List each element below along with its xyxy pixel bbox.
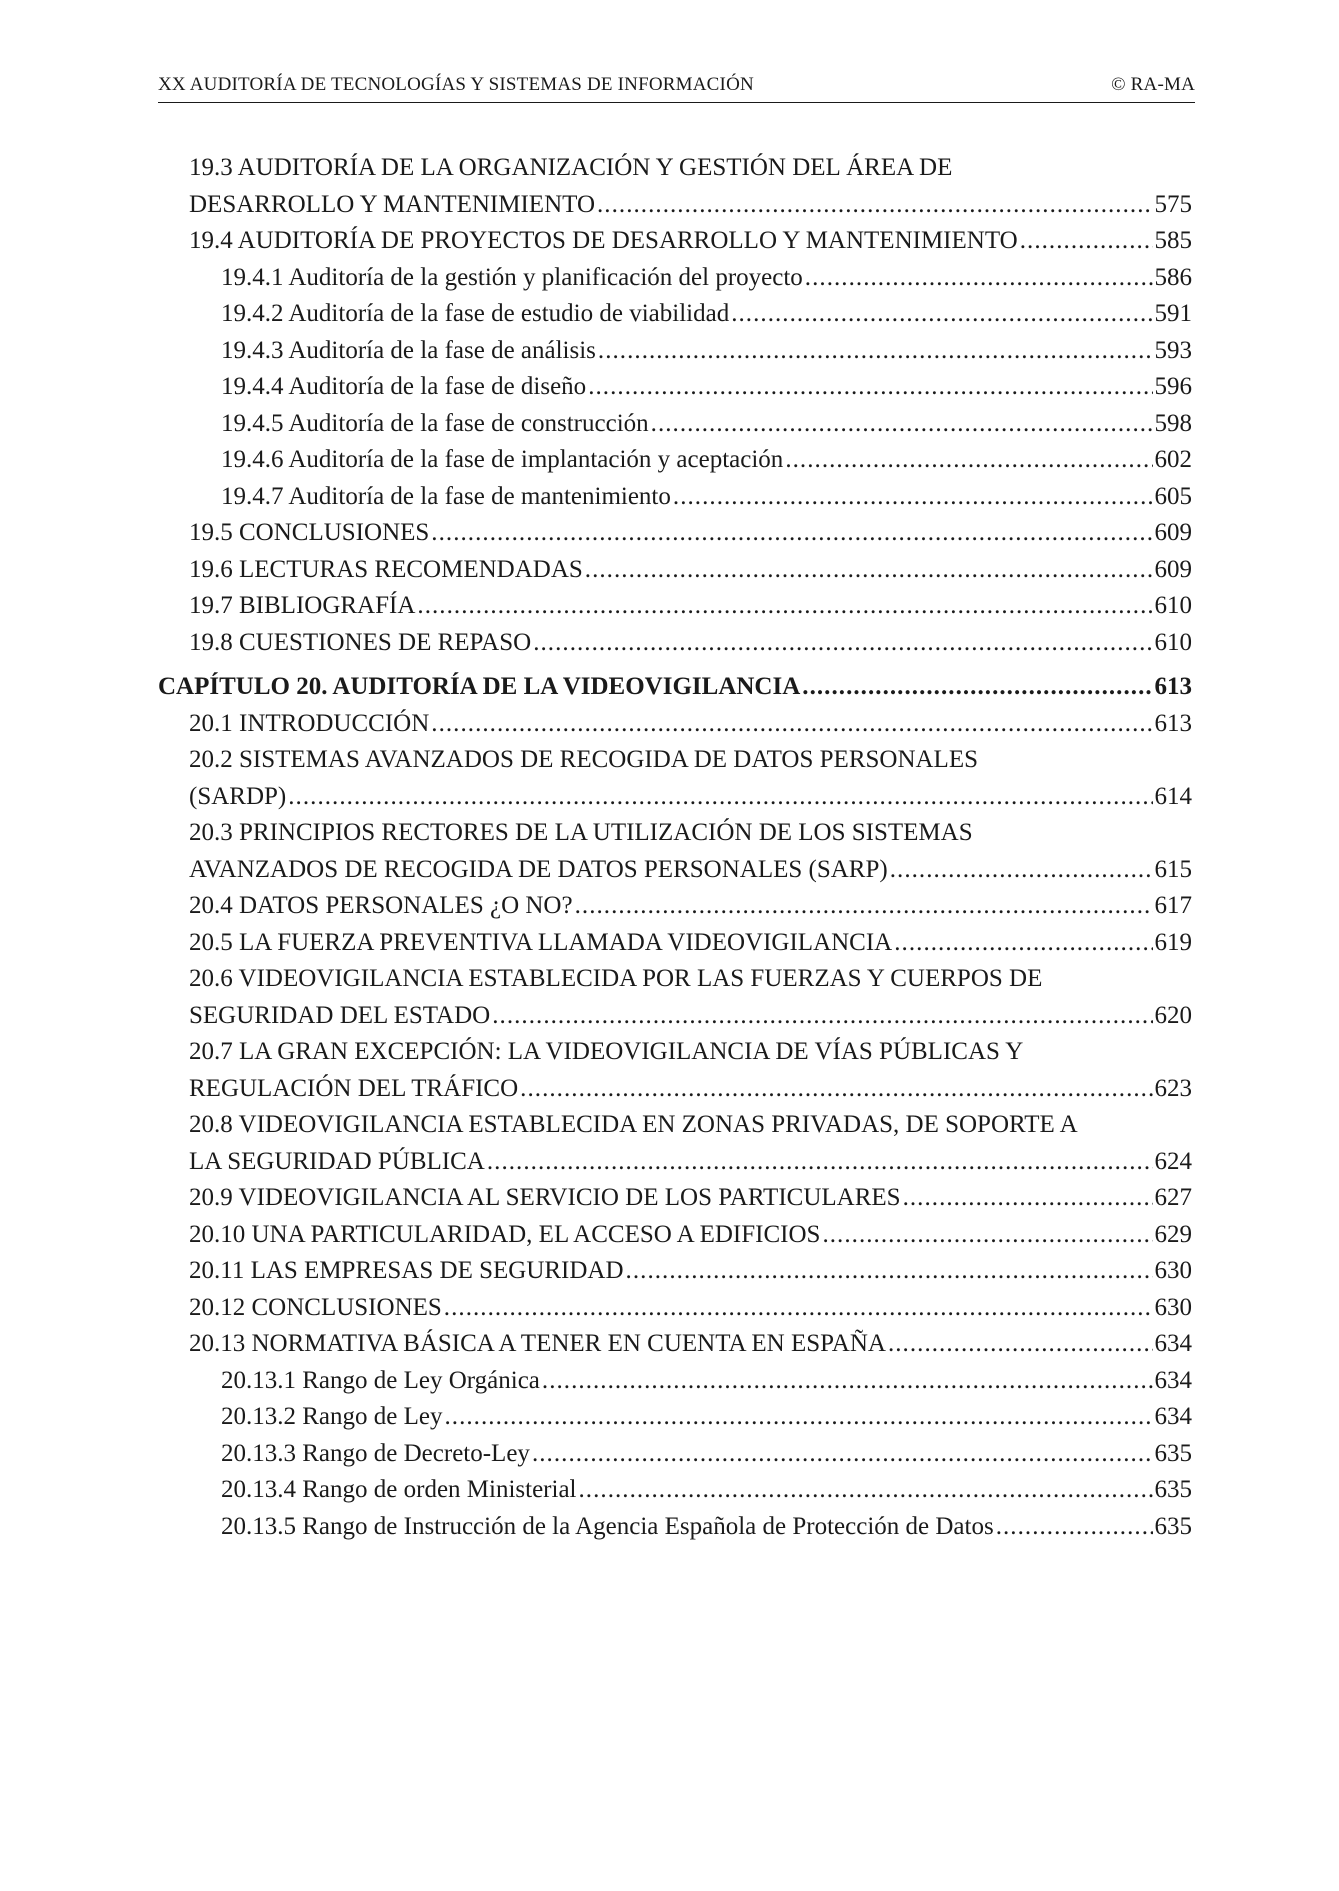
- dot-leader: [533, 625, 1152, 662]
- toc-entry-page-number: 629: [1154, 1220, 1192, 1248]
- toc-entry-line: [189, 625, 1192, 662]
- toc-entry-page-number: 609: [1154, 519, 1192, 546]
- toc-entry-title: 20.10 UNA PARTICULARIDAD, EL ACCESO A EDIFICIOS: [189, 1220, 821, 1248]
- dot-leader: [888, 1326, 1153, 1363]
- toc-entry-line: [189, 588, 1192, 625]
- toc-entry-line: [221, 333, 1192, 370]
- toc-entry-title-line: 20.3 PRINCIPIOS RECTORES DE LA UTILIZACIÓN DE LOS SISTEMAS: [189, 819, 973, 846]
- toc-entry-title-line: 19.3 AUDITORÍA DE LA ORGANIZACIÓN Y GESTIÓN DEL ÁREA DE: [189, 154, 953, 181]
- toc-subsection-entry[interactable]: [158, 1436, 1192, 1473]
- toc-section-entry[interactable]: [158, 1253, 1192, 1290]
- toc-entry-title: 19.8 CUESTIONES DE REPASO: [189, 628, 532, 656]
- toc-entry-line: [189, 888, 1192, 925]
- toc-entry-line: [189, 1144, 1192, 1181]
- dot-leader: [520, 1071, 1152, 1108]
- toc-section-entry[interactable]: [158, 588, 1192, 625]
- toc-section-entry[interactable]: [158, 552, 1192, 589]
- toc-entry-page-number: 609: [1154, 555, 1192, 583]
- toc-entry-title: 20.13 NORMATIVA BÁSICA A TENER EN CUENTA EN ESPAÑA: [189, 1330, 886, 1357]
- toc-entry-line: [189, 1290, 1192, 1327]
- toc-entry-title: 19.4.7 Auditoría de la fase de mantenimiento: [221, 482, 671, 510]
- dot-leader: [673, 479, 1153, 516]
- dot-leader: [626, 1253, 1153, 1290]
- toc-entry-title: 20.13.3 Rango de Decreto-Ley: [221, 1439, 530, 1467]
- toc-chapter-entry[interactable]: [158, 669, 1192, 706]
- toc-section-entry[interactable]: [158, 961, 1192, 1034]
- dot-leader: [288, 779, 1152, 816]
- toc-entry-line: [189, 706, 1192, 743]
- toc-entry-page-number: 634: [1154, 1403, 1192, 1430]
- toc-entry-page-number: 614: [1154, 782, 1192, 810]
- toc-entry-page-number: 613: [1154, 709, 1192, 737]
- toc-section-entry[interactable]: [158, 888, 1192, 925]
- toc-entry-title: 20.4 DATOS PERSONALES ¿O NO?: [189, 892, 573, 919]
- toc-entry-line: [189, 1071, 1192, 1108]
- toc-entry-line: [189, 515, 1192, 552]
- toc-entry-title: 19.4.4 Auditoría de la fase de diseño: [221, 373, 587, 400]
- toc-entry-page-number: 630: [1154, 1257, 1192, 1284]
- toc-entry-line: [189, 1180, 1192, 1217]
- dot-leader: [575, 888, 1153, 925]
- toc-entry-title: 19.7 BIBLIOGRAFÍA: [189, 592, 416, 619]
- toc-entry-page-number: 591: [1154, 300, 1192, 327]
- toc-entry-line: [221, 1509, 1192, 1546]
- toc-section-entry[interactable]: [158, 515, 1192, 552]
- toc-entry-title: DESARROLLO Y MANTENIMIENTO: [189, 190, 595, 218]
- toc-entry-line: [221, 406, 1192, 443]
- toc-subsection-entry[interactable]: [158, 1363, 1192, 1400]
- toc-entry-title-line: 20.7 LA GRAN EXCEPCIÓN: LA VIDEOVIGILANCIA DE VÍAS PÚBLICAS Y: [189, 1038, 1024, 1065]
- toc-subsection-entry[interactable]: [158, 333, 1192, 370]
- toc-entry-title: AVANZADOS DE RECOGIDA DE DATOS PERSONALES (SARP): [189, 855, 888, 883]
- dot-leader: [822, 1217, 1152, 1254]
- dot-leader: [417, 588, 1152, 625]
- dot-leader: [802, 669, 1152, 706]
- toc-entry-page-number: 613: [1154, 673, 1192, 700]
- toc-entry-page-number: 634: [1154, 1330, 1192, 1357]
- toc-subsection-entry[interactable]: [158, 1472, 1192, 1509]
- toc-entry-title: 19.4.6 Auditoría de la fase de implantación y aceptación: [221, 446, 784, 473]
- dot-leader: [487, 1144, 1153, 1181]
- toc-subsection-entry[interactable]: [158, 296, 1192, 333]
- dot-leader: [996, 1509, 1153, 1546]
- running-header-title: XX AUDITORÍA DE TECNOLOGÍAS Y SISTEMAS DE INFORMACIÓN: [158, 74, 754, 95]
- toc-entry-title: 19.4.3 Auditoría de la fase de análisis: [221, 336, 596, 364]
- toc-entry-page-number: 617: [1154, 892, 1192, 919]
- dot-leader: [588, 369, 1152, 406]
- toc-entry-page-number: 623: [1154, 1074, 1192, 1102]
- toc-entry-page-number: 586: [1154, 263, 1192, 291]
- toc-entry-line: [189, 779, 1192, 816]
- dot-leader: [598, 333, 1153, 370]
- toc-entry-page-number: 634: [1154, 1366, 1192, 1394]
- toc-entry-page-number: 575: [1154, 190, 1192, 218]
- dot-leader: [585, 552, 1153, 589]
- toc-entry-line: [221, 1436, 1192, 1473]
- dot-leader: [444, 1290, 1153, 1327]
- toc-section-entry[interactable]: [158, 223, 1192, 260]
- toc-entry-page-number: 593: [1154, 336, 1192, 364]
- toc-entry-title: 20.13.2 Rango de Ley: [221, 1403, 443, 1430]
- toc-entry-title: CAPÍTULO 20. AUDITORÍA DE LA VIDEOVIGILANCIA: [158, 673, 801, 700]
- toc-section-entry[interactable]: [158, 1107, 1192, 1180]
- toc-entry-page-number: 610: [1154, 592, 1192, 619]
- toc-subsection-entry[interactable]: [158, 406, 1192, 443]
- toc-entry-page-number: 630: [1154, 1293, 1192, 1321]
- toc-entry-title: 20.12 CONCLUSIONES: [189, 1293, 442, 1321]
- toc-entry-title: 19.5 CONCLUSIONES: [189, 519, 430, 546]
- dot-leader: [542, 1363, 1153, 1400]
- toc-entry-page-number: 635: [1154, 1512, 1192, 1540]
- dot-leader: [431, 706, 1152, 743]
- dot-leader: [1020, 223, 1153, 260]
- dot-leader: [532, 1436, 1153, 1473]
- toc-entry-page-number: 635: [1154, 1439, 1192, 1467]
- toc-entry-title: 20.13.4 Rango de orden Ministerial: [221, 1476, 577, 1503]
- toc-entry-line: [189, 1217, 1192, 1254]
- toc-subsection-entry[interactable]: [158, 1399, 1192, 1436]
- toc-entry-title: 20.11 LAS EMPRESAS DE SEGURIDAD: [189, 1257, 624, 1284]
- toc-entry-page-number: 610: [1154, 628, 1192, 656]
- toc-entry-title: LA SEGURIDAD PÚBLICA: [189, 1147, 485, 1175]
- toc-entry-line: [221, 1472, 1192, 1509]
- toc-entry-line: [221, 1363, 1192, 1400]
- toc-entry-page-number: 620: [1154, 1001, 1192, 1029]
- dot-leader: [890, 852, 1153, 889]
- running-header-publisher: © RA-MA: [1111, 74, 1195, 95]
- toc-entry-title: 20.5 LA FUERZA PREVENTIVA LLAMADA VIDEOVIGILANCIA: [189, 928, 893, 956]
- toc-subsection-entry[interactable]: [158, 260, 1192, 297]
- toc-entry-title-line: 20.8 VIDEOVIGILANCIA ESTABLECIDA EN ZONAS PRIVADAS, DE SOPORTE A: [189, 1111, 1078, 1138]
- toc-entry-title: 19.4.2 Auditoría de la fase de estudio de viabilidad: [221, 300, 730, 327]
- dot-leader: [431, 515, 1152, 552]
- toc-entry-line: [221, 1399, 1192, 1436]
- dot-leader: [651, 406, 1153, 443]
- toc-entry-page-number: 624: [1154, 1147, 1192, 1175]
- toc-subsection-entry[interactable]: [158, 1509, 1192, 1546]
- dot-leader: [579, 1472, 1153, 1509]
- toc-entry-line: [221, 369, 1192, 406]
- toc-entry-line: [221, 296, 1192, 333]
- toc-entry-title: 20.13.1 Rango de Ley Orgánica: [221, 1366, 540, 1394]
- toc-section-entry[interactable]: [158, 706, 1192, 743]
- dot-leader: [731, 296, 1152, 333]
- toc-entry-title: 20.1 INTRODUCCIÓN: [189, 709, 430, 737]
- toc-section-entry[interactable]: [158, 1290, 1192, 1327]
- dot-leader: [597, 187, 1153, 224]
- toc-entry-title-line: 20.2 SISTEMAS AVANZADOS DE RECOGIDA DE DATOS PERSONALES: [189, 746, 979, 773]
- toc-entry-line: [189, 852, 1192, 889]
- toc-entry-line: [189, 187, 1192, 224]
- toc-entry-title-line: 20.6 VIDEOVIGILANCIA ESTABLECIDA POR LAS FUERZAS Y CUERPOS DE: [189, 965, 1043, 992]
- toc-entry-line: [189, 552, 1192, 589]
- toc-section-entry[interactable]: [158, 1217, 1192, 1254]
- toc-entry-line: [189, 925, 1192, 962]
- dot-leader: [894, 925, 1152, 962]
- dot-leader: [444, 1399, 1152, 1436]
- toc-subsection-entry[interactable]: [158, 479, 1192, 516]
- table-of-contents: [158, 150, 1192, 1545]
- toc-section-entry[interactable]: [158, 625, 1192, 662]
- toc-entry-page-number: 585: [1154, 227, 1192, 254]
- toc-section-entry[interactable]: [158, 1326, 1192, 1363]
- toc-entry-page-number: 615: [1154, 855, 1192, 883]
- toc-entry-page-number: 596: [1154, 373, 1192, 400]
- toc-entry-title: (SARDP): [189, 782, 287, 810]
- toc-entry-page-number: 635: [1154, 1476, 1192, 1503]
- toc-entry-page-number: 605: [1154, 482, 1192, 510]
- toc-entry-title: 19.4.5 Auditoría de la fase de construcción: [221, 409, 649, 437]
- toc-entry-line: [189, 1253, 1192, 1290]
- dot-leader: [903, 1180, 1153, 1217]
- toc-subsection-entry[interactable]: [158, 369, 1192, 406]
- toc-section-entry[interactable]: [158, 742, 1192, 815]
- toc-entry-title: 20.9 VIDEOVIGILANCIA AL SERVICIO DE LOS PARTICULARES: [189, 1184, 901, 1211]
- dot-leader: [805, 260, 1153, 297]
- toc-section-entry[interactable]: [158, 1034, 1192, 1107]
- toc-entry-page-number: 619: [1154, 928, 1192, 956]
- toc-section-entry[interactable]: [158, 1180, 1192, 1217]
- toc-entry-line: [189, 1326, 1192, 1363]
- toc-subsection-entry[interactable]: [158, 442, 1192, 479]
- toc-entry-title: 19.6 LECTURAS RECOMENDADAS: [189, 555, 583, 583]
- toc-entry-title: REGULACIÓN DEL TRÁFICO: [189, 1074, 519, 1102]
- toc-entry-page-number: 602: [1154, 446, 1192, 473]
- toc-entry-title: 19.4.1 Auditoría de la gestión y planificación del proyecto: [221, 263, 803, 291]
- toc-section-entry[interactable]: [158, 150, 1192, 223]
- toc-entry-title: 20.13.5 Rango de Instrucción de la Agencia Española de Protección de Datos: [221, 1512, 994, 1540]
- toc-entry-line: [221, 479, 1192, 516]
- toc-entry-page-number: 627: [1154, 1184, 1192, 1211]
- toc-entry-title: 19.4 AUDITORÍA DE PROYECTOS DE DESARROLLO Y MANTENIMIENTO: [189, 227, 1018, 254]
- toc-entry-page-number: 598: [1154, 409, 1192, 437]
- toc-section-entry[interactable]: [158, 815, 1192, 888]
- running-header: [158, 72, 1195, 103]
- dot-leader: [785, 442, 1152, 479]
- toc-entry-title: SEGURIDAD DEL ESTADO: [189, 1001, 491, 1029]
- toc-entry-line: [221, 260, 1192, 297]
- toc-entry-line: [189, 223, 1192, 260]
- toc-entry-line: [221, 442, 1192, 479]
- toc-entry-line: [189, 998, 1192, 1035]
- dot-leader: [492, 998, 1152, 1035]
- toc-entry-line: [158, 669, 1192, 706]
- toc-section-entry[interactable]: [158, 925, 1192, 962]
